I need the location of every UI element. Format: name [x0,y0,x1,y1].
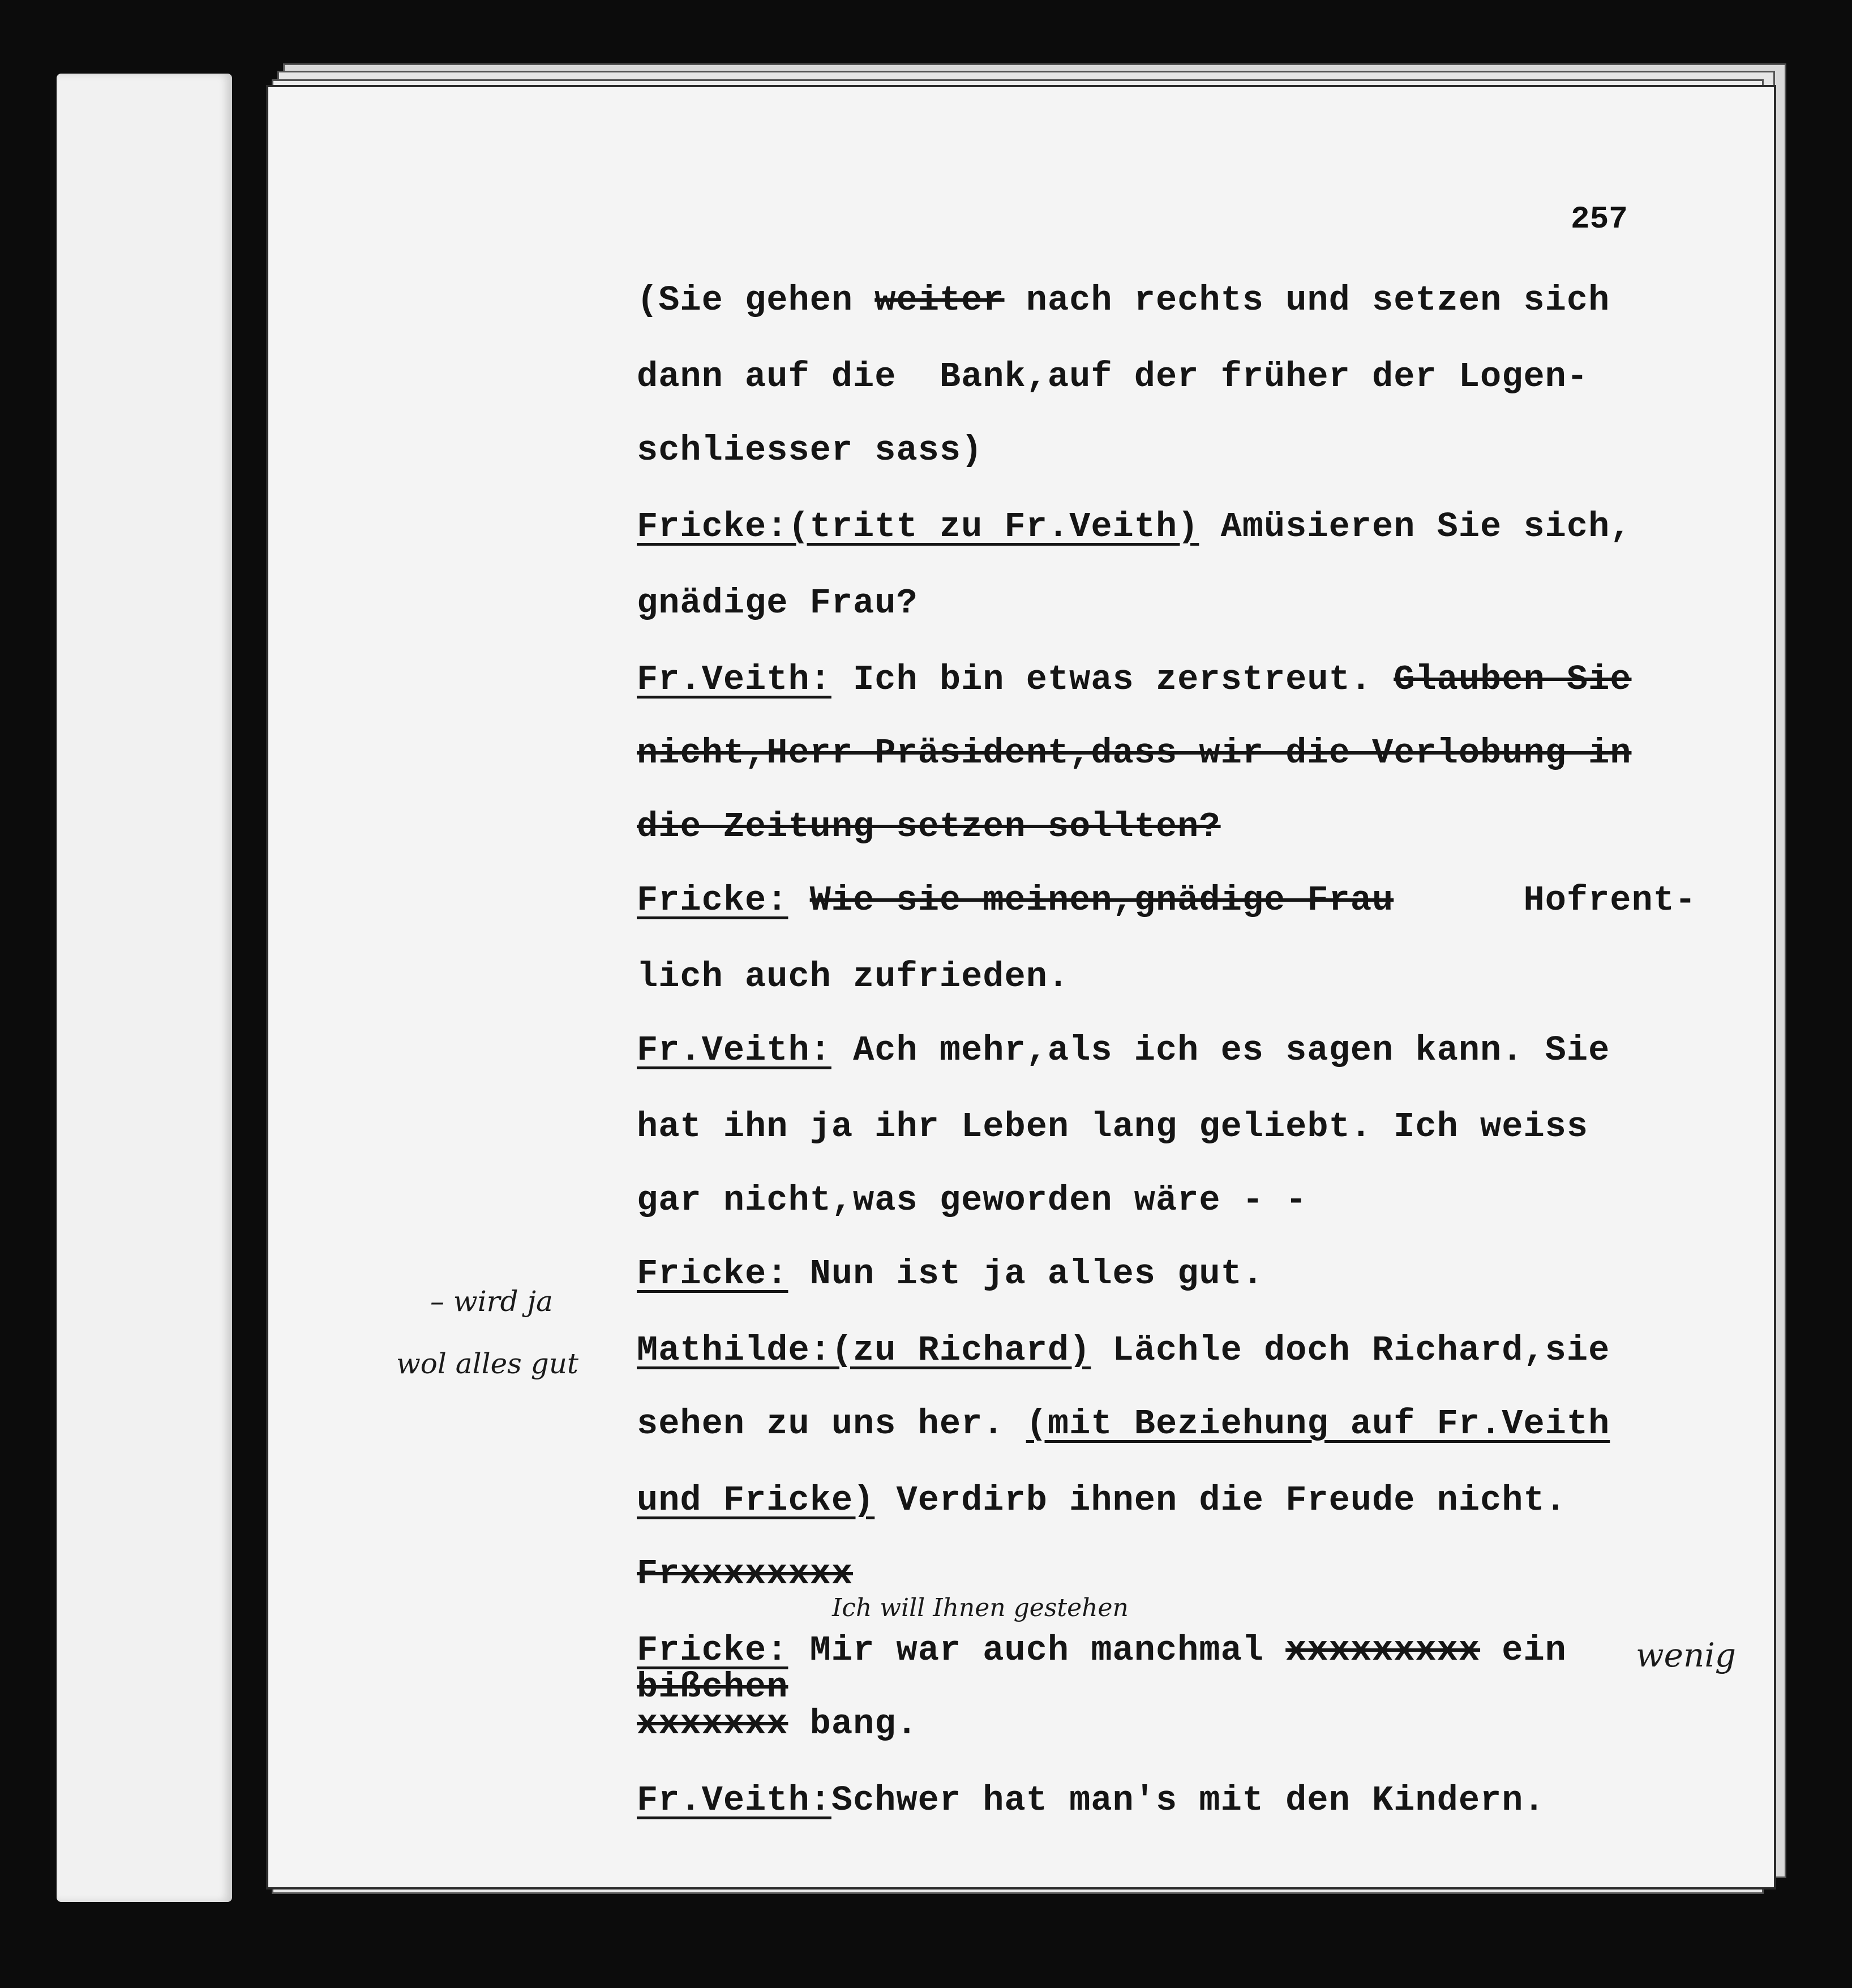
right-margin-note: wenig [1636,1636,1737,1674]
struck-text: Frxxxxxxxx [637,1554,854,1594]
text-segment: schliesser sass) [637,430,983,470]
underlined-text: Mathilde:(zu Richard) [637,1330,1091,1370]
text-segment: lich auch zufrieden. [637,957,1070,997]
struck-text: die Zeitung setzen sollten? [637,807,1221,847]
text-line [637,1107,1588,1147]
text-segment: Ach mehr,als ich es sagen kann. Sie [831,1030,1610,1070]
text-segment: Schwer hat man's mit den Kindern. [831,1780,1545,1820]
text-line [637,507,1631,547]
text-segment: Hofrent- [1394,880,1697,920]
margin-note-1: – wird ja [430,1285,553,1318]
text-line [637,1630,1567,1670]
text-segment: Ich bin etwas zerstreut. [831,659,1394,700]
underlined-text: (mit Beziehung auf Fr.Veith [1026,1404,1610,1444]
text-segment: (Sie gehen [637,280,875,320]
text-line [637,1667,788,1707]
text-line [637,1330,1610,1370]
insert-note: Ich will Ihnen gestehen [832,1593,1129,1622]
text-segment: bang. [788,1704,918,1744]
text-segment: gnädige Frau? [637,583,918,623]
underlined-text: Fricke: [637,1630,788,1670]
text-line [637,280,1610,320]
text-segment [788,880,809,920]
text-segment: dann auf die Bank,auf der früher der Logen- [637,357,1589,397]
text-line [637,659,1632,700]
underlined-text: Fricke: [637,1254,788,1294]
underlined-text: Fr.Veith: [637,659,831,700]
struck-text: nicht,Herr Präsident,dass wir die Verlobung in [637,733,1632,773]
text-line [637,1480,1567,1520]
underlined-text: Fr.Veith: [637,1780,831,1820]
struck-text: xxxxxxx [637,1704,788,1744]
struck-text: bißchen [637,1667,788,1707]
text-line [637,957,1069,997]
text-segment: gar nicht,was geworden wäre - - [637,1180,1307,1220]
struck-text: Wie sie meinen,gnädige Frau [809,880,1394,920]
underlined-text: und Fricke) [637,1480,875,1520]
text-segment: hat ihn ja ihr Leben lang geliebt. Ich weiss [637,1107,1589,1147]
text-line [637,1254,1264,1294]
text-line [637,880,1696,920]
text-segment: Nun ist ja alles gut. [788,1254,1264,1294]
page-number: 257 [1571,201,1628,237]
text-line [637,430,983,470]
text-segment: Verdirb ihnen die Freude nicht. [874,1480,1567,1520]
struck-text: Glauben Sie [1394,659,1632,700]
text-segment: ein [1480,1630,1567,1670]
struck-text: xxxxxxxxx [1285,1630,1481,1670]
margin-note-2: wol alles gut [396,1347,579,1380]
text-line [637,357,1588,397]
text-line [637,1030,1610,1070]
struck-text: weiter [874,280,1005,320]
text-segment: Amüsieren Sie sich, [1199,507,1632,547]
text-line [637,1180,1307,1220]
underlined-text: Fricke: [637,880,788,920]
underlined-text: Fricke:(tritt zu Fr.Veith) [637,507,1199,547]
text-line [637,583,918,623]
text-line [637,1780,1545,1820]
text-line [637,1554,853,1594]
underlined-text: Fr.Veith: [637,1030,831,1070]
text-line [637,733,1631,773]
text-segment: sehen zu uns her. [637,1404,1026,1444]
text-segment: nach rechts und setzen sich [1004,280,1610,320]
text-line [637,1404,1610,1444]
text-line [637,1704,918,1744]
text-line [637,807,1221,847]
text-segment: Lächle doch Richard,sie [1091,1330,1610,1370]
text-segment: Mir war auch manchmal [788,1630,1286,1670]
binding-strip [57,74,232,1902]
